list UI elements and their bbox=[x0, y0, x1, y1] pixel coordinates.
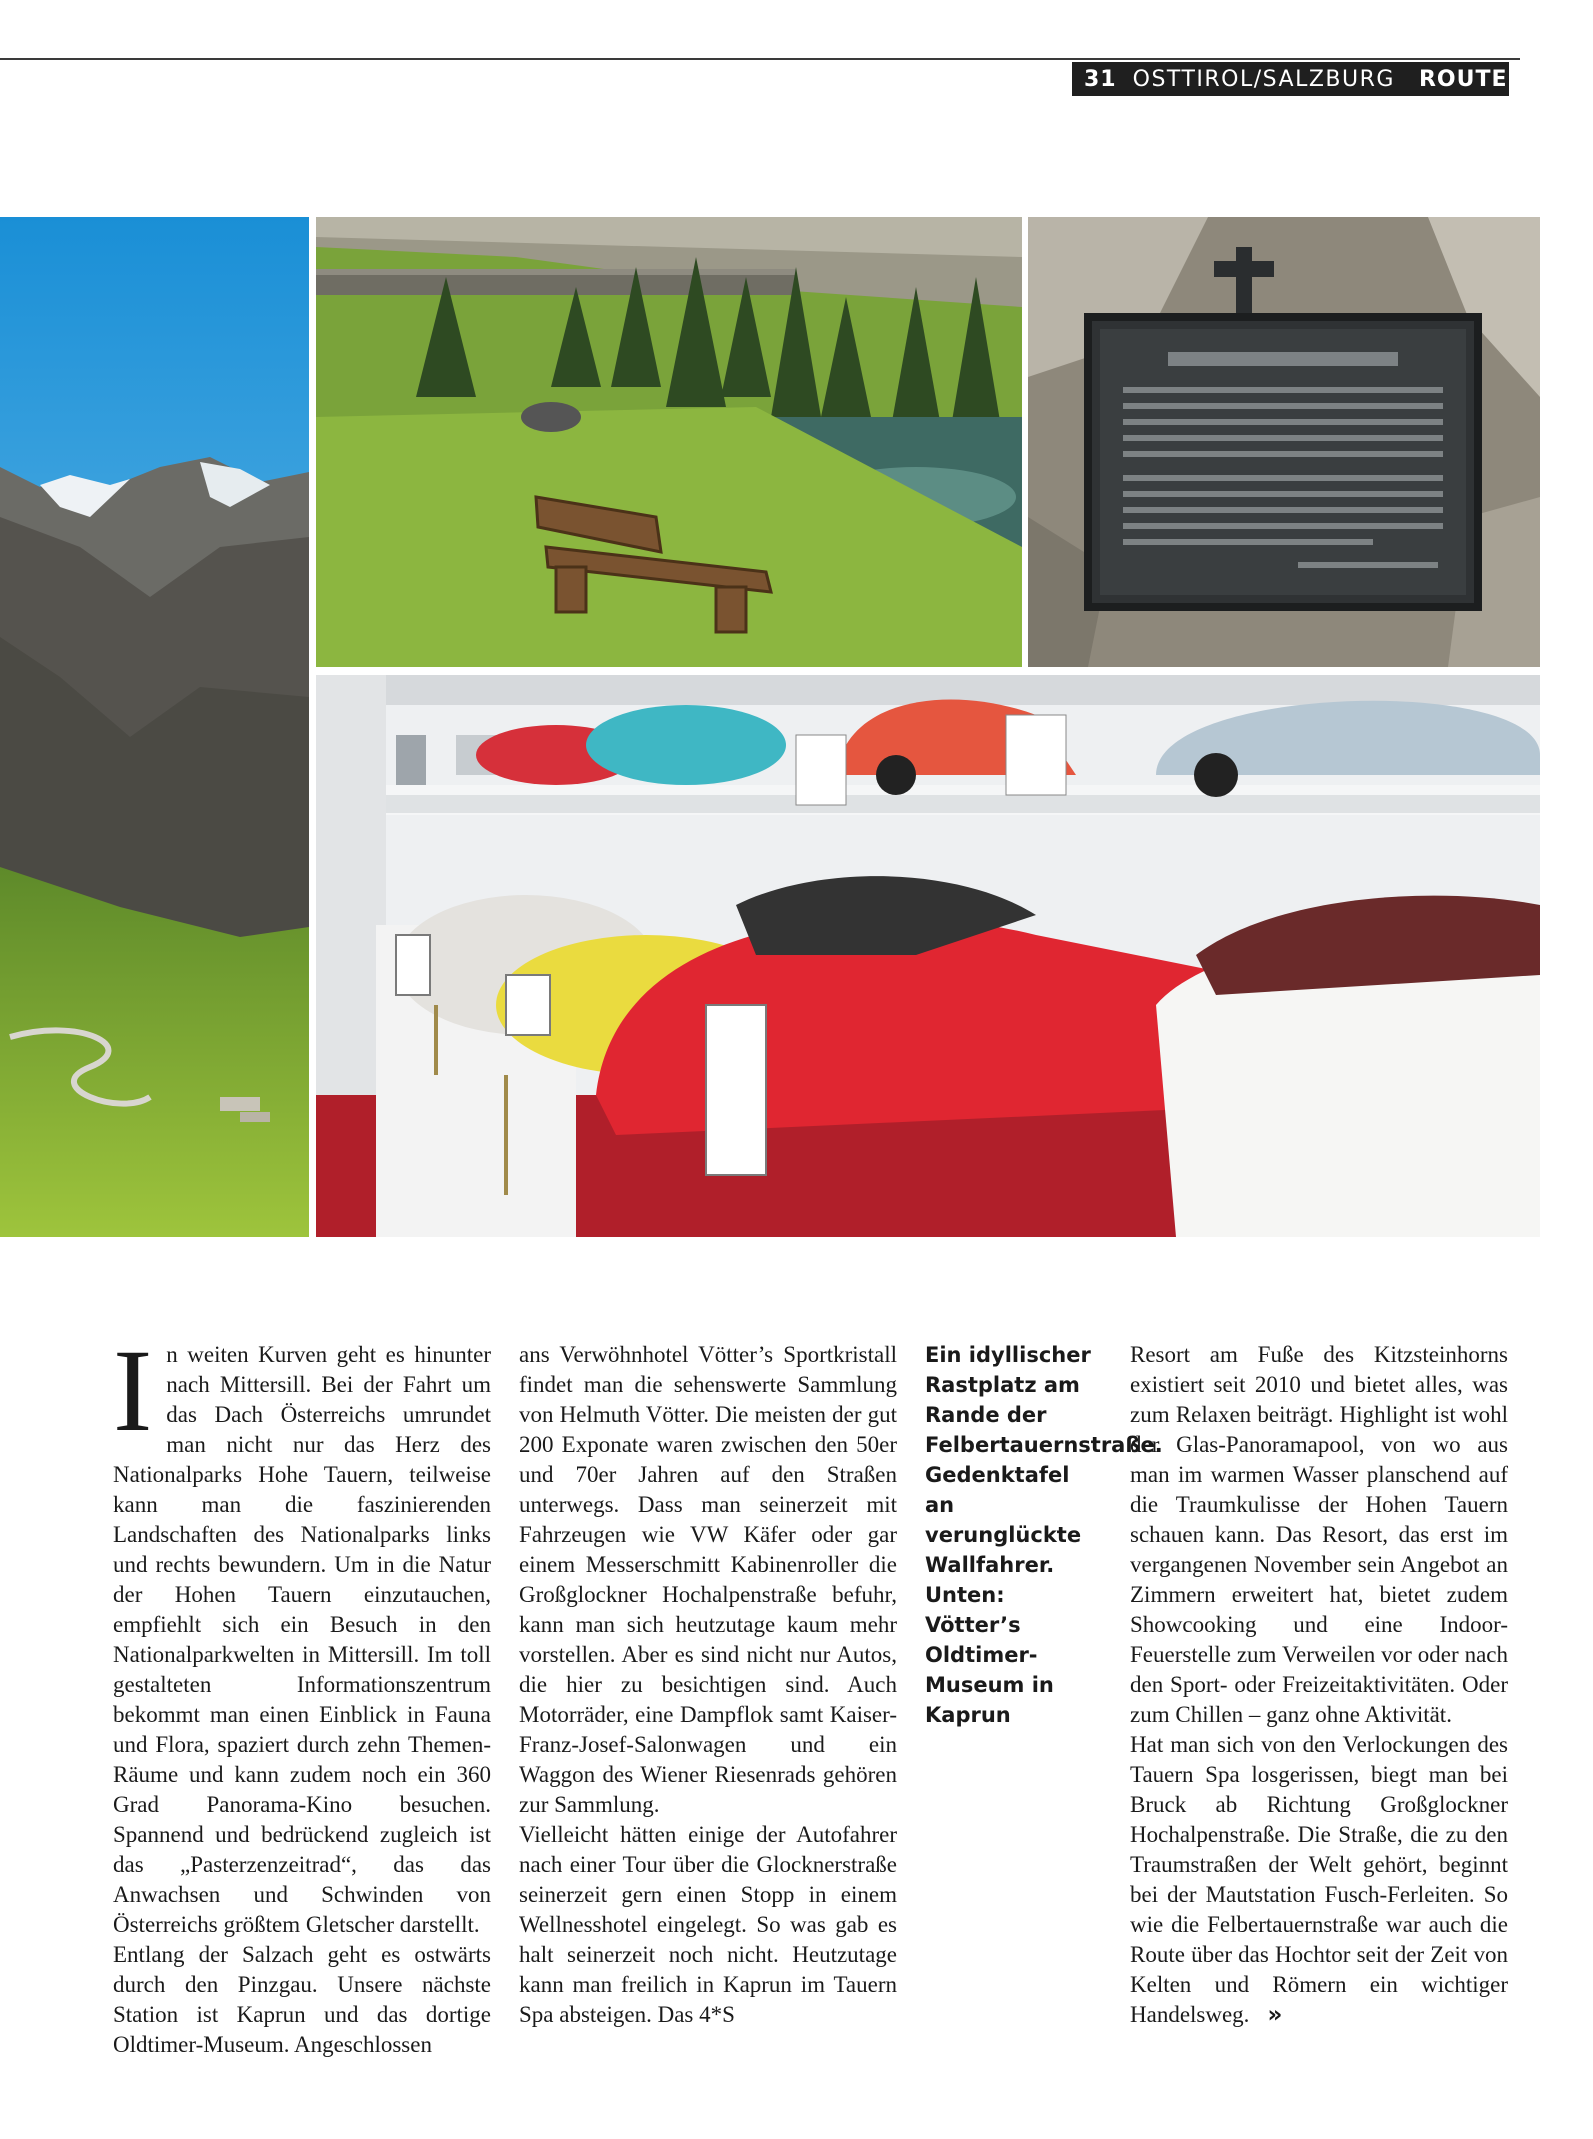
photo-caption bbox=[925, 1340, 1163, 1730]
article-paragraph-2: Entlang der Salzach geht es ostwärts durch den Pinzgau. Unsere nächste Station ist Kaprun und das dortige Oldtimer-Museum. Angeschlossen bbox=[113, 1942, 491, 2057]
region-label: OSTTIROL/SALZBURG bbox=[1132, 66, 1395, 92]
article-paragraph-6 bbox=[1130, 1730, 1508, 2030]
section-label: ROUTEN bbox=[1418, 66, 1527, 92]
top-rule bbox=[0, 58, 1520, 60]
photo-mountain-road bbox=[0, 217, 309, 1237]
article-column-1 bbox=[113, 1325, 491, 2060]
continue-arrow-icon: » bbox=[1267, 2002, 1283, 2028]
page-number: 31 bbox=[1084, 66, 1117, 92]
article-column-4 bbox=[1130, 1340, 1508, 2030]
drop-cap: I bbox=[113, 1325, 153, 1456]
article-paragraph-1 bbox=[113, 1325, 491, 1940]
photo-oldtimer-museum bbox=[316, 675, 1540, 1237]
caption-line-1: Ein idyllischer Rastplatz am Rande der Felbertauernstraße. bbox=[925, 1343, 1163, 1457]
caption-line-3: Unten: Vötter’s Oldtimer-Museum in Kaprun bbox=[925, 1583, 1054, 1727]
caption-line-2: Gedenktafel an verunglückte Wallfahrer. bbox=[925, 1463, 1082, 1577]
paragraph-text: Hat man sich von den Verlockungen des Tauern Spa losgerissen, biegt man bei Bruck ab Richtung Großglockner Hochalpenstraße. Die Straße, die zu den Traumstraßen der Welt gehört, beginnt bei der Mautstation Fusch-Ferleiten. So wie die Felbertauernstraße war auch die Route über das Hochtor seit der Zeit von Kelten und Römern ein wichtiger Handelsweg. bbox=[1130, 1732, 1508, 2027]
article-paragraph-4: Vielleicht hätten einige der Autofahrer nach einer Tour über die Glocknerstraße seinerzeit gern einen Stopp in einem Wellnesshotel eingelegt. So was gab es halt seinerzeit noch nicht. Heutzutage kann man freilich in Kaprun im Tauern Spa absteigen. Das 4*S bbox=[519, 1822, 897, 2027]
photo-bench-lake bbox=[316, 217, 1022, 667]
article-column-2 bbox=[519, 1340, 897, 2030]
article-paragraph-3: ans Verwöhnhotel Vötter’s Sportkristall findet man die sehenswerte Sammlung von Helmuth Vötter. Die meisten der gut 200 Exponate waren zwischen den 50er und 70er Jahren auf den Straßen unterwegs. Dass man seinerzeit mit Fahrzeugen wie VW Käfer oder gar einem Messerschmitt Kabinenroller die Großglockner Hochalpenstraße befuhr, kann man sich heutzutage kaum mehr vorstellen. Aber es sind nicht nur Autos, die hier zu besichtigen sind. Auch Motorräder, eine Dampflok samt Kaiser-Franz-Josef-Salonwagen und ein Waggon des Wiener Riesenrads gehören zur Sammlung. bbox=[519, 1342, 897, 1817]
photo-memorial-plaque bbox=[1028, 217, 1540, 667]
article-paragraph-5: Resort am Fuße des Kitzsteinhorns existiert seit 2010 und bietet alles, was zum Relaxen beiträgt. Highlight ist wohl der Glas-Panoramapool, von wo aus man im warmen Wasser planschend auf die Traumkulisse der Hohen Tauern schauen kann. Das Resort, das erst im vergangenen November sein Angebot an Zimmern erweitert hat, bietet zudem Showcooking und eine Indoor-Feuerstelle zum Verweilen vor oder nach den Sport- oder Freizeitaktivitäten. Oder zum Chillen – ganz ohne Aktivität. bbox=[1130, 1342, 1508, 1727]
paragraph-text: n weiten Kurven geht es hinunter nach Mittersill. Bei der Fahrt um das Dach Österreichs umrundet man nicht nur das Herz des Nationalparks Hohe Tauern, teilweise kann man die faszinierenden Landschaften des Nationalparks links und rechts bewundern. Um in die Natur der Hohen Tauern einzutauchen, empfiehlt sich ein Besuch in den Nationalparkwelten in Mittersill. Im toll gestalteten Informationszentrum bekommt man einen Einblick in Fauna und Flora, spaziert durch zehn Themen-Räume und kann zudem noch ein 360 Grad Panorama-Kino besuchen. Spannend und bedrückend zugleich ist das „Pasterzenzeitrad“, das das Anwachsen und Schwinden von Österreichs größtem Gletscher darstellt. bbox=[113, 1342, 491, 1937]
page-header bbox=[1072, 62, 1527, 96]
